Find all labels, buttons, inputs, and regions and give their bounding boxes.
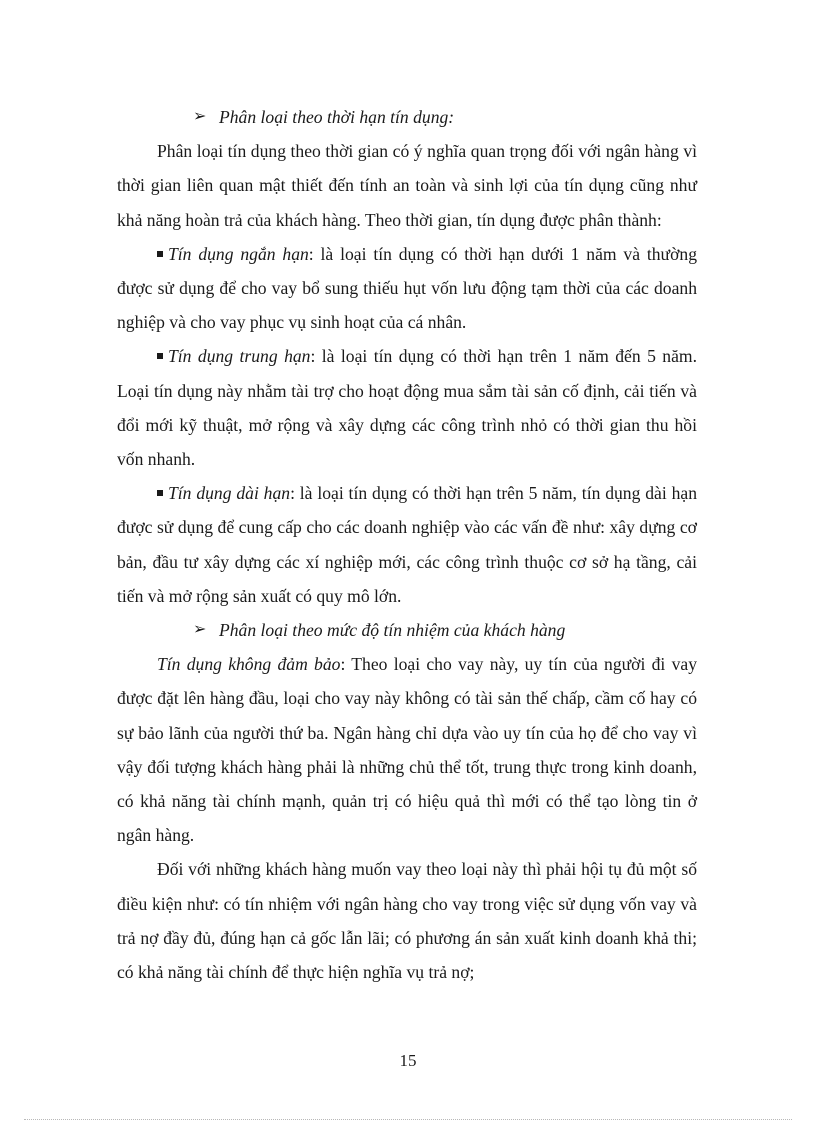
section-heading-term (117, 100, 697, 134)
arrowhead-bullet-icon: ➢ (193, 621, 207, 639)
paragraph-intro: Phân loại tín dụng theo thời gian có ý nghĩa quan trọng đối với ngân hàng vì thời gian liên quan mật thiết đến tính an toàn và sinh lợi của tín dụng cũng như khả năng hoàn trả của khách hàng. Theo thời gian, tín dụng được phân thành: (117, 141, 697, 230)
page-number: 15 (399, 1051, 417, 1070)
bullet-text: : là loại tín dụng có thời hạn trên 1 năm đến 5 năm. Loại tín dụng này nhằm tài trợ cho hoạt động mua sắm tài sản cố định, cải tiến và đổi mới kỹ thuật, mở rộng và xây dựng các công trình nhỏ có thời gian thu hồi vốn nhanh. (117, 346, 697, 470)
bullet-short-term (117, 237, 697, 340)
arrowhead-bullet-icon: ➢ (193, 108, 207, 125)
section-heading-credibility (117, 613, 697, 647)
paragraph-conditions: Đối với những khách hàng muốn vay theo loại này thì phải hội tụ đủ một số điều kiện như: có tín nhiệm với ngân hàng cho vay trong việc sử dụng vốn vay và trả nợ đầy đủ, đúng hạn cả gốc lẫn lãi; có phương án sản xuất kinh doanh khả thi; có khả năng tài chính để thực hiện nghĩa vụ trả nợ; (117, 859, 697, 983)
square-bullet-icon (157, 353, 163, 359)
square-bullet-icon (157, 490, 163, 496)
bullet-text: : là loại tín dụng có thời hạn dưới 1 năm và thường được sử dụng để cho vay bổ sung thiếu hụt vốn lưu động tạm thời của các doanh nghiệp và cho vay phục vụ sinh hoạt của cá nhân. (117, 243, 697, 333)
paragraph-unsecured-credit (117, 647, 697, 852)
square-bullet-icon (157, 251, 163, 257)
paragraph-term: Tín dụng không đảm bảo (157, 654, 341, 675)
bullet-text: : là loại tín dụng có thời hạn trên 5 năm, tín dụng dài hạn được sử dụng để cung cấp cho các doanh nghiệp vào các vấn đề như: xây dựng cơ bản, đầu tư xây dựng các xí nghiệp mới, các công trình thuộc cơ sở hạ tầng, cải tiến và mở rộng sản xuất có quy mô lớn. (117, 483, 697, 606)
bullet-term: Tín dụng trung hạn (168, 346, 311, 367)
heading-text: Phân loại theo thời hạn tín dụng: (219, 107, 455, 127)
paragraph-text: : Theo loại cho vay này, uy tín của người đi vay được đặt lên hàng đầu, loại cho vay này không có tài sản thế chấp, cầm cố hay có sự bảo lãnh của người thứ ba. Ngân hàng chỉ dựa vào uy tín của họ để cho vay vì vậy đối tượng khách hàng phải là những chủ thể tốt, trung thực trong kinh doanh, có khả năng tài chính mạnh, quản trị có hiệu quả thì mới có thể tạo lòng tin ở ngân hàng. (117, 654, 697, 846)
heading-text: Phân loại theo mức độ tín nhiệm của khách hàng (219, 620, 566, 641)
bullet-medium-term (117, 339, 697, 476)
page-bottom-divider (24, 1119, 792, 1120)
bullet-term: Tín dụng dài hạn (168, 483, 291, 504)
bullet-long-term (117, 476, 697, 613)
page-content (117, 100, 697, 989)
bullet-term: Tín dụng ngắn hạn (168, 243, 309, 264)
